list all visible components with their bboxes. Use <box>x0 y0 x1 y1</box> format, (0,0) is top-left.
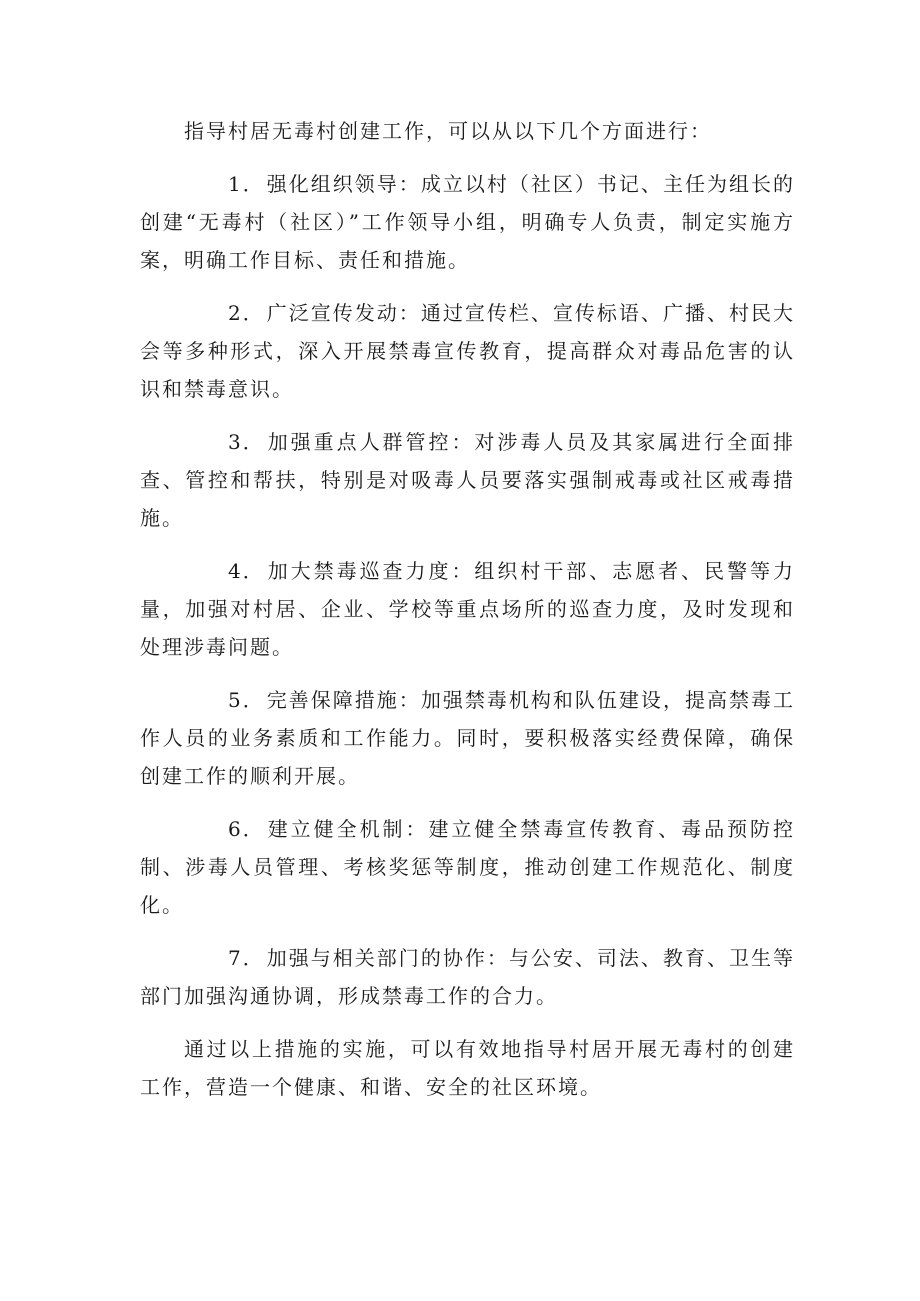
item-text: 广泛宣传发动：通过宣传栏、宣传标语、广播、村民大会等多种形式，深入开展禁毒宣传教育，提高群众对毒品危害的认识和禁毒意识。 <box>140 301 795 401</box>
conclusion-paragraph: 通过以上措施的实施，可以有效地指导村居开展无毒村的创建工作，营造一个健康、和谐、安全的社区环境。 <box>140 1037 795 1099</box>
item-number: 7． <box>228 946 265 970</box>
list-item <box>140 681 795 795</box>
list-item <box>140 939 795 1015</box>
item-number: 2． <box>228 301 265 325</box>
list-item <box>140 165 795 279</box>
document-body <box>140 112 795 1121</box>
item-text: 完善保障措施：加强禁毒机构和队伍建设，提高禁毒工作人员的业务素质和工作能力。同时，要积极落实经费保障，确保创建工作的顺利开展。 <box>140 688 795 788</box>
item-number: 4． <box>228 559 265 583</box>
list-item <box>140 294 795 408</box>
list-item <box>140 423 795 537</box>
intro-paragraph: 指导村居无毒村创建工作，可以从以下几个方面进行： <box>184 119 712 143</box>
item-text: 强化组织领导：成立以村（社区）书记、主任为组长的创建“无毒村（社区）”工作领导小组，明确专人负责，制定实施方案，明确工作目标、责任和措施。 <box>140 172 795 272</box>
item-text: 建立健全机制：建立健全禁毒宣传教育、毒品预防控制、涉毒人员管理、考核奖惩等制度，推动创建工作规范化、制度化。 <box>140 817 795 917</box>
item-text: 加大禁毒巡查力度：组织村干部、志愿者、民警等力量，加强对村居、企业、学校等重点场所的巡查力度，及时发现和处理涉毒问题。 <box>140 559 795 659</box>
item-text: 加强与相关部门的协作：与公安、司法、教育、卫生等部门加强沟通协调，形成禁毒工作的合力。 <box>140 946 795 1008</box>
list-item <box>140 552 795 666</box>
item-number: 3． <box>228 430 265 454</box>
list-item <box>140 810 795 924</box>
item-number: 1． <box>228 172 265 196</box>
item-text: 加强重点人群管控：对涉毒人员及其家属进行全面排查、管控和帮扶，特别是对吸毒人员要落实强制戒毒或社区戒毒措施。 <box>140 430 795 530</box>
item-number: 6． <box>228 817 265 841</box>
item-number: 5． <box>228 688 265 712</box>
